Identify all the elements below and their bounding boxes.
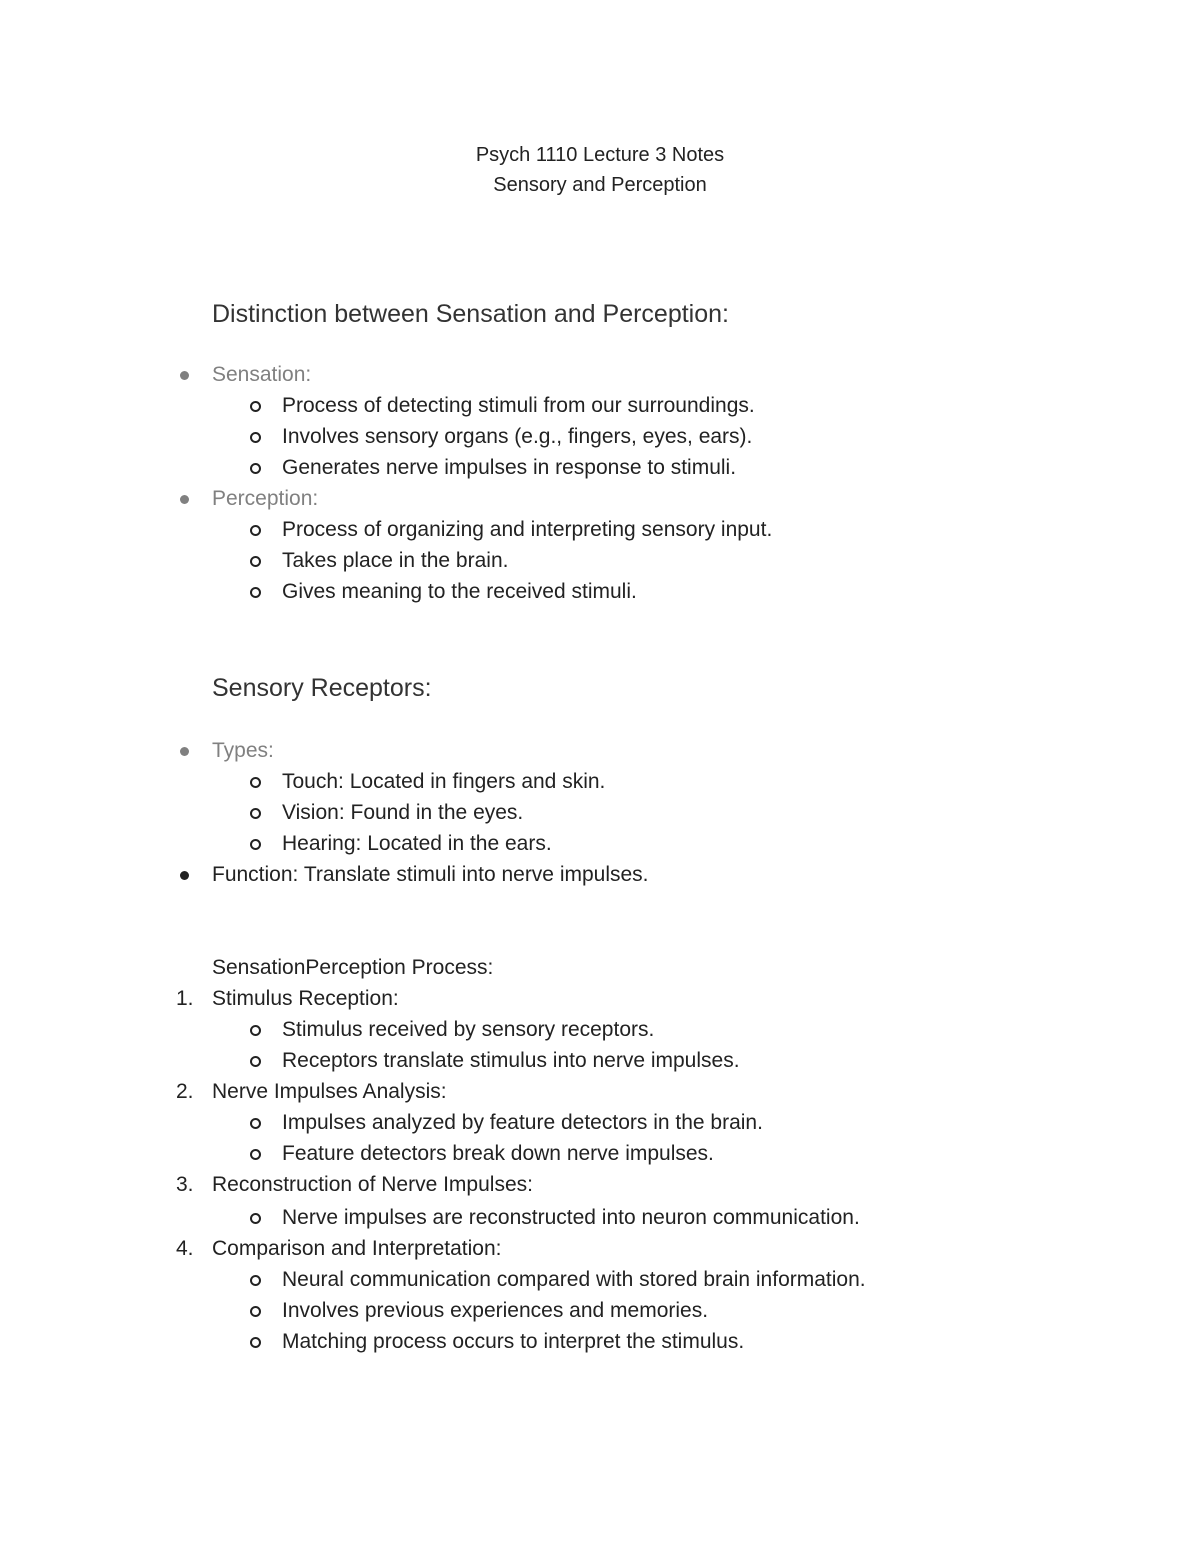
sub-list-item — [0, 766, 1200, 797]
circle-bullet-icon — [250, 777, 261, 788]
sub-list-item — [0, 828, 1200, 859]
list-item-perception — [0, 483, 1200, 514]
item-number: 3. — [176, 1173, 194, 1196]
sub-list-item — [0, 514, 1200, 545]
sub-list-item-text: Takes place in the brain. — [282, 549, 509, 572]
section-heading-distinction: Distinction between Sensation and Perception: — [212, 300, 729, 328]
sub-list-item — [0, 1138, 1200, 1169]
circle-bullet-icon — [250, 463, 261, 474]
item-number: 1. — [176, 987, 194, 1010]
sub-list-item-text: Matching process occurs to interpret the stimulus. — [282, 1330, 745, 1353]
document-subtitle: Sensory and Perception — [493, 174, 707, 196]
sub-list-item-text: Impulses analyzed by feature detectors in the brain. — [282, 1111, 763, 1134]
sub-list-item-text: Process of organizing and interpreting sensory input. — [282, 518, 773, 541]
sub-list-item — [0, 1295, 1200, 1326]
list-item-label: Sensation: — [212, 363, 312, 386]
sub-list-item-text: Involves previous experiences and memories. — [282, 1299, 709, 1322]
numbered-item-label: Reconstruction of Nerve Impulses: — [212, 1173, 533, 1196]
circle-bullet-icon — [250, 808, 261, 819]
section-heading-process: SensationPerception Process: — [212, 956, 494, 979]
numbered-item-3 — [0, 1169, 1200, 1200]
sub-list-item-text: Receptors translate stimulus into nerve impulses. — [282, 1049, 740, 1072]
sub-list-item — [0, 545, 1200, 576]
sub-list-item — [0, 797, 1200, 828]
list-item-sensation — [0, 359, 1200, 390]
sub-list-item — [0, 1014, 1200, 1045]
circle-bullet-icon — [250, 401, 261, 412]
circle-bullet-icon — [250, 1118, 261, 1129]
section-heading-sensory-receptors: Sensory Receptors: — [212, 674, 432, 702]
numbered-item-label: Nerve Impulses Analysis: — [212, 1080, 447, 1103]
item-number: 2. — [176, 1080, 194, 1103]
circle-bullet-icon — [250, 1275, 261, 1286]
list-item-function — [0, 859, 1200, 890]
numbered-item-label: Stimulus Reception: — [212, 987, 399, 1010]
sub-list-item — [0, 576, 1200, 607]
circle-bullet-icon — [250, 587, 261, 598]
bullet-icon — [180, 495, 189, 504]
title-block — [0, 140, 1200, 200]
sub-list-item-text: Generates nerve impulses in response to stimuli. — [282, 456, 737, 479]
sub-list-item-text: Involves sensory organs (e.g., fingers, eyes, ears). — [282, 425, 753, 448]
circle-bullet-icon — [250, 1213, 261, 1224]
sub-list-item — [0, 1202, 1200, 1233]
sub-list-item — [0, 1326, 1200, 1357]
sub-list-item-text: Hearing: Located in the ears. — [282, 832, 552, 855]
circle-bullet-icon — [250, 432, 261, 443]
numbered-item-2 — [0, 1076, 1200, 1107]
numbered-item-label: Comparison and Interpretation: — [212, 1237, 502, 1260]
sub-list-item-text: Stimulus received by sensory receptors. — [282, 1018, 655, 1041]
sub-list-item — [0, 421, 1200, 452]
sub-list-item-text: Neural communication compared with stored brain information. — [282, 1268, 866, 1291]
sub-list-item-text: Touch: Located in fingers and skin. — [282, 770, 606, 793]
circle-bullet-icon — [250, 1337, 261, 1348]
circle-bullet-icon — [250, 525, 261, 536]
list-item-label: Function: Translate stimuli into nerve impulses. — [212, 863, 649, 886]
sub-list-item-text: Nerve impulses are reconstructed into neuron communication. — [282, 1206, 860, 1229]
sub-list-item — [0, 1107, 1200, 1138]
bullet-icon — [180, 871, 189, 880]
list-item-label: Types: — [212, 739, 274, 762]
sub-list-item — [0, 1045, 1200, 1076]
circle-bullet-icon — [250, 556, 261, 567]
bullet-icon — [180, 371, 189, 380]
document-title: Psych 1110 Lecture 3 Notes — [475, 144, 725, 166]
bullet-icon — [180, 747, 189, 756]
circle-bullet-icon — [250, 1025, 261, 1036]
list-item-label: Perception: — [212, 487, 319, 510]
circle-bullet-icon — [250, 839, 261, 850]
sub-list-item — [0, 452, 1200, 483]
sub-list-item — [0, 1264, 1200, 1295]
circle-bullet-icon — [250, 1149, 261, 1160]
sub-list-item-text: Feature detectors break down nerve impulses. — [282, 1142, 714, 1165]
sub-list-item-text: Vision: Found in the eyes. — [282, 801, 524, 824]
sub-list-item-text: Process of detecting stimuli from our surroundings. — [282, 394, 755, 417]
sub-list-item-text: Gives meaning to the received stimuli. — [282, 580, 637, 603]
numbered-item-4 — [0, 1233, 1200, 1264]
numbered-item-1 — [0, 983, 1200, 1014]
sub-list-item — [0, 390, 1200, 421]
circle-bullet-icon — [250, 1306, 261, 1317]
circle-bullet-icon — [250, 1056, 261, 1067]
item-number: 4. — [176, 1237, 194, 1260]
list-item-types — [0, 735, 1200, 766]
